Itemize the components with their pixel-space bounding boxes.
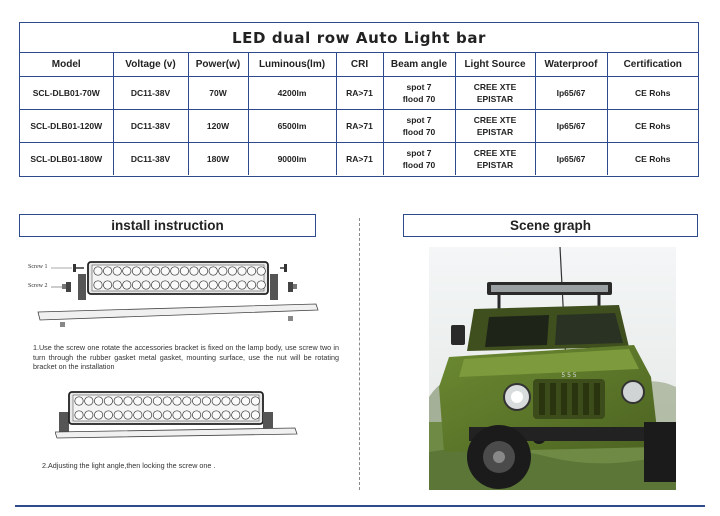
led-dot — [85, 411, 93, 419]
led-dot — [228, 281, 236, 289]
led-dot — [94, 281, 102, 289]
table-cell: 120W — [188, 109, 248, 142]
led-dot — [247, 281, 255, 289]
table-cell: 180W — [188, 142, 248, 175]
led-dot — [113, 267, 121, 275]
bottom-rule — [15, 505, 705, 507]
table-cell: RA>71 — [336, 76, 383, 109]
table-cell: SCL-DLB01-180W — [20, 142, 113, 175]
led-dot — [222, 411, 230, 419]
screw-1-label: Screw 1 — [28, 264, 48, 270]
led-dot — [114, 411, 122, 419]
led-dot — [257, 267, 265, 275]
table-cell: spot 7 flood 70 — [383, 109, 455, 142]
led-dot — [209, 267, 217, 275]
led-dot — [192, 397, 200, 405]
led-dot — [180, 267, 188, 275]
table-cell: 9000lm — [248, 142, 336, 175]
led-dot — [173, 397, 181, 405]
led-dot — [171, 267, 179, 275]
led-dot — [199, 281, 207, 289]
led-dot — [94, 411, 102, 419]
led-dot — [192, 411, 200, 419]
table-cell: DC11-38V — [113, 142, 188, 175]
column-header: Certification — [607, 53, 698, 76]
led-dot — [123, 281, 131, 289]
column-divider — [359, 218, 360, 490]
led-dot — [123, 267, 131, 275]
table-cell: SCL-DLB01-70W — [20, 76, 113, 109]
led-dot — [180, 281, 188, 289]
led-dot — [232, 397, 240, 405]
led-dot — [173, 411, 181, 419]
led-dot — [104, 411, 112, 419]
led-dot — [219, 281, 227, 289]
led-dot — [151, 281, 159, 289]
led-dot — [241, 411, 249, 419]
table-cell: CE Rohs — [635, 153, 671, 164]
table-cell: CREE XTE EPISTAR — [455, 109, 535, 142]
led-dot — [153, 411, 161, 419]
led-dot — [222, 397, 230, 405]
led-dot — [132, 267, 140, 275]
table-cell: DC11-38V — [113, 109, 188, 142]
table-cell: RA>71 — [336, 142, 383, 175]
table-cell: Ip65/67 — [535, 142, 607, 175]
led-dot — [75, 397, 83, 405]
hood-plate-text: 5 5 5 — [561, 372, 577, 379]
step-2-text: 2.Adjusting the light angle,then locking the screw one . — [42, 461, 216, 470]
led-dot — [212, 411, 220, 419]
column-header: Power(w) — [188, 53, 248, 76]
table-cell: CREE XTE EPISTAR — [455, 142, 535, 175]
led-dot — [251, 397, 259, 405]
table-cell: spot 7 flood 70 — [383, 76, 455, 109]
table-cell: 70W — [188, 76, 248, 109]
led-dot — [232, 411, 240, 419]
table-cell: CREE XTE EPISTAR — [455, 76, 535, 109]
table-row — [20, 76, 698, 109]
table-cell: spot 7 flood 70 — [383, 142, 455, 175]
spec-table — [19, 22, 699, 177]
led-dot — [143, 411, 151, 419]
led-dot — [199, 267, 207, 275]
column-header: Waterproof — [535, 53, 607, 76]
table-row — [20, 142, 698, 175]
column-header: Beam angle — [383, 53, 455, 76]
led-dot — [132, 281, 140, 289]
led-dot — [251, 411, 259, 419]
led-dot — [190, 267, 198, 275]
led-dot — [142, 267, 150, 275]
led-dot — [190, 281, 198, 289]
table-cell: Ip65/67 — [535, 76, 607, 109]
led-dot — [183, 411, 191, 419]
led-dot — [212, 397, 220, 405]
step-1-text: 1.Use the screw one rotate the accessories bracket is fixed on the lamp body, use screw two in turn through the rubber gasket metal gasket, mounting surface, use the nut will be rotating bracket on the installation — [33, 343, 339, 371]
led-dot — [104, 397, 112, 405]
led-dot — [247, 267, 255, 275]
led-dot — [151, 267, 159, 275]
spec-table-title: LED dual row Auto Light bar — [20, 23, 698, 53]
led-dot — [134, 397, 142, 405]
led-dot — [171, 281, 179, 289]
column-header: Voltage (v) — [113, 53, 188, 76]
table-cell: 6500lm — [248, 109, 336, 142]
led-dot — [114, 397, 122, 405]
table-cell: Ip65/67 — [535, 109, 607, 142]
led-dot — [124, 411, 132, 419]
led-dot — [143, 397, 151, 405]
led-dot — [257, 281, 265, 289]
led-dot — [161, 267, 169, 275]
table-cell: DC11-38V — [113, 76, 188, 109]
table-cell: 4200lm — [248, 76, 336, 109]
led-dot — [85, 397, 93, 405]
spec-grid — [20, 53, 698, 175]
led-dot — [228, 267, 236, 275]
column-header: Luminous(lm) — [248, 53, 336, 76]
led-dot — [238, 267, 246, 275]
led-dot — [142, 281, 150, 289]
led-dot — [124, 397, 132, 405]
install-instruction-heading: install instruction — [19, 214, 316, 237]
install-diagram-exploded — [26, 254, 326, 332]
screw-2-label: Screw 2 — [28, 283, 48, 289]
led-dot — [161, 281, 169, 289]
table-cell: CE Rohs — [607, 76, 698, 109]
led-dot — [183, 397, 191, 405]
table-header-row — [20, 53, 698, 76]
led-dot — [103, 267, 111, 275]
vehicle-scene-photo — [429, 247, 676, 490]
led-dot — [241, 397, 249, 405]
table-cell: SCL-DLB01-120W — [20, 109, 113, 142]
led-dot — [113, 281, 121, 289]
column-header: Model — [20, 53, 113, 76]
led-dot — [238, 281, 246, 289]
column-header: CRI — [336, 53, 383, 76]
column-header: Light Source — [455, 53, 535, 76]
led-dot — [209, 281, 217, 289]
table-cell: RA>71 — [336, 109, 383, 142]
led-dot — [94, 267, 102, 275]
led-dot — [202, 397, 210, 405]
led-dot — [219, 267, 227, 275]
led-dot — [103, 281, 111, 289]
table-row — [20, 109, 698, 142]
led-dot — [75, 411, 83, 419]
led-dot — [153, 397, 161, 405]
scene-graph-heading: Scene graph — [403, 214, 698, 237]
led-dot — [163, 397, 171, 405]
led-dot — [202, 411, 210, 419]
table-cell: CE Rohs — [607, 109, 698, 142]
led-dot — [163, 411, 171, 419]
led-dot — [94, 397, 102, 405]
led-dot — [134, 411, 142, 419]
install-diagram-mounted — [55, 388, 305, 440]
